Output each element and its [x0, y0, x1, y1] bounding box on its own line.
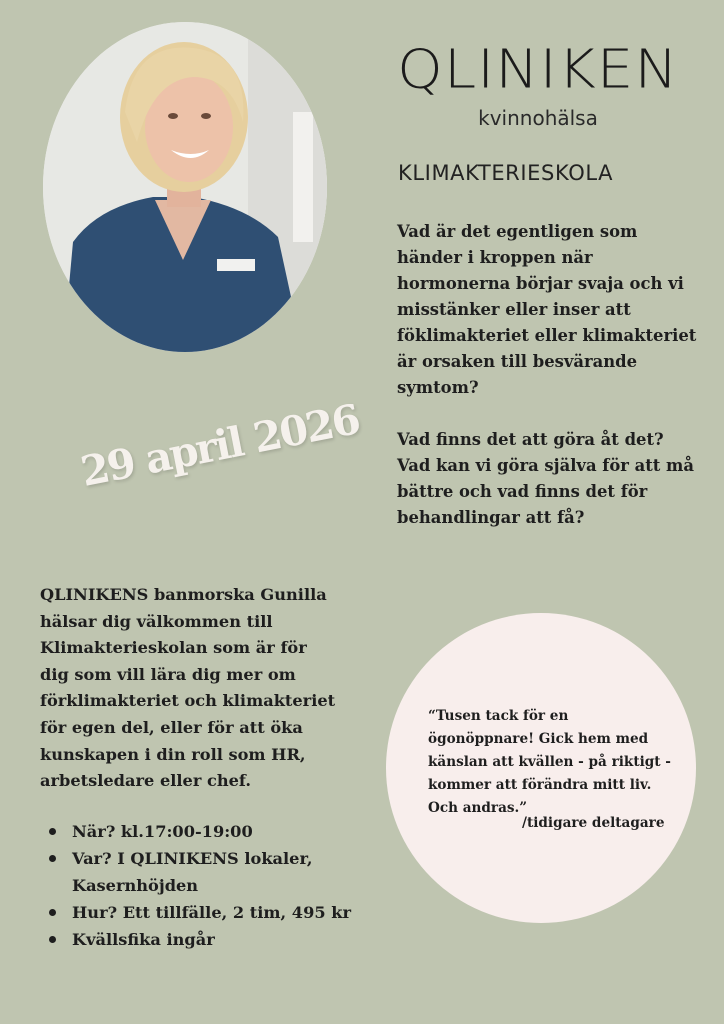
logo-wordmark: QLINIKEN: [397, 37, 679, 101]
page-title: KLIMAKTERIESKOLA: [398, 161, 614, 185]
intro-paragraph-1: Vad är det egentligen som händer i kroppen när hormonerna börjar svaja och vi misstänker eller inser att föklimakteriet eller klimakteriet är orsaken till besvärande symtom?: [397, 222, 697, 397]
event-date: 29 april 2026: [76, 395, 363, 496]
bullet-icon: [49, 855, 56, 862]
bullet-icon: [49, 936, 56, 943]
testimonial-quote: “Tusen tack för en ögonöppnare! Gick hem med känslan att kvällen - på riktigt - kommer att förändra mitt liv. Och andras.”: [428, 708, 671, 816]
intro-paragraph-2: Vad finns det att göra åt det? Vad kan vi göra själva för att må bättre och vad finns det för behandlingar att få?: [397, 430, 695, 527]
testimonial-author: /tidigare deltagare: [522, 815, 665, 831]
intro-text: [397, 219, 697, 531]
list-item: [40, 899, 370, 926]
fact-fika: Kvällsfika ingår: [72, 930, 215, 949]
fact-location: Var? I QLINIKENS lokaler, Kasernhöjden: [72, 849, 313, 895]
list-item: [40, 926, 370, 953]
portrait-photo: [43, 22, 327, 352]
bullet-icon: [49, 909, 56, 916]
description-text: QLINIKENS banmorska Gunilla hälsar dig välkommen till Klimakterieskolan som är för dig som vill lära dig mer om förklimakteriet och klimakteriet för egen del, eller för att öka kunskapen i din roll som HR, arbetsledare eller chef.: [40, 585, 336, 791]
logo-tagline: kvinnohälsa: [478, 106, 598, 130]
list-item: [40, 818, 370, 845]
facts-list: [40, 818, 370, 953]
bullet-icon: [49, 828, 56, 835]
portrait-illustration: [43, 22, 327, 352]
fact-price: Hur? Ett tillfälle, 2 tim, 495 kr: [72, 903, 351, 922]
list-item: [40, 845, 370, 899]
fact-time: När? kl.17:00-19:00: [72, 822, 253, 841]
logo: [388, 37, 688, 130]
